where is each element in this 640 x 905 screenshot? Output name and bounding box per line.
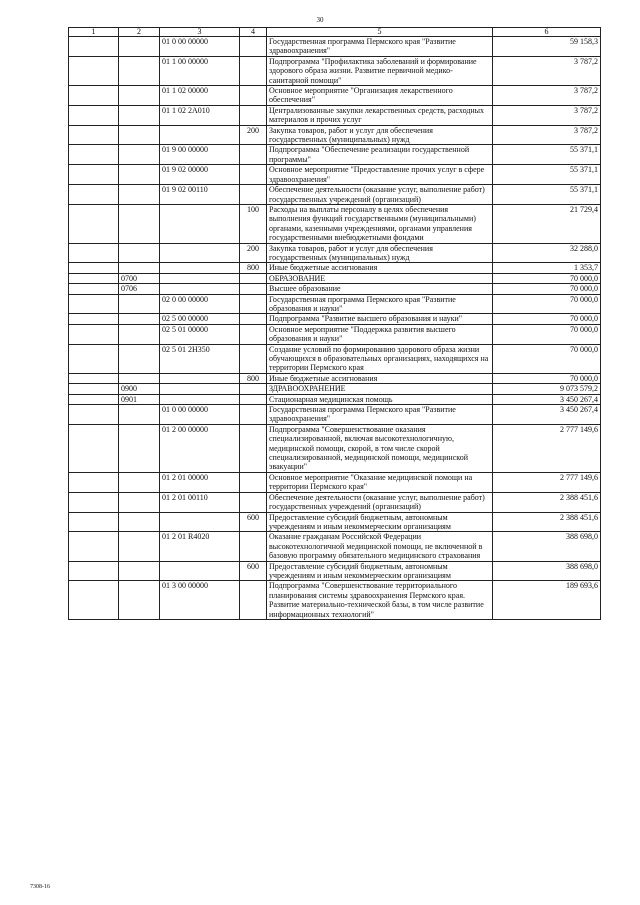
- section-cell: [69, 373, 119, 383]
- amount-cell: 9 073 579,2: [493, 384, 601, 394]
- expense-type-cell: [240, 284, 267, 294]
- column-header: 3: [160, 28, 240, 37]
- amount-cell: 3 450 267,4: [493, 405, 601, 425]
- subsection-cell: [119, 492, 160, 512]
- table-row: [69, 185, 601, 205]
- table-row: [69, 314, 601, 324]
- subsection-cell: [119, 86, 160, 106]
- expense-type-cell: [240, 384, 267, 394]
- section-cell: [69, 394, 119, 404]
- column-header: 1: [69, 28, 119, 37]
- target-code-cell: 01 1 02 2А010: [160, 105, 240, 125]
- target-code-cell: 01 0 00 00000: [160, 37, 240, 57]
- table-row: [69, 204, 601, 243]
- section-cell: [69, 56, 119, 85]
- amount-cell: 2 388 451,6: [493, 512, 601, 532]
- section-cell: [69, 424, 119, 472]
- section-cell: [69, 185, 119, 205]
- target-code-cell: 01 2 00 00000: [160, 424, 240, 472]
- amount-cell: 55 371,1: [493, 185, 601, 205]
- description-cell: Подпрограмма "Развитие высшего образования и науки": [267, 314, 493, 324]
- expense-type-cell: [240, 294, 267, 314]
- subsection-cell: [119, 314, 160, 324]
- subsection-cell: [119, 424, 160, 472]
- section-cell: [69, 37, 119, 57]
- section-cell: [69, 512, 119, 532]
- description-cell: Закупка товаров, работ и услуг для обеспечения государственных (муниципальных) нужд: [267, 243, 493, 263]
- description-cell: Основное мероприятие "Организация лекарственного обеспечения": [267, 86, 493, 106]
- target-code-cell: 01 2 01 R4020: [160, 532, 240, 561]
- description-cell: Предоставление субсидий бюджетным, автономным учреждениям и иным некоммерческим организациям: [267, 561, 493, 581]
- expense-type-cell: 200: [240, 125, 267, 145]
- target-code-cell: 02 0 00 00000: [160, 294, 240, 314]
- target-code-cell: 01 2 01 00110: [160, 492, 240, 512]
- column-header: 5: [267, 28, 493, 37]
- section-cell: [69, 344, 119, 373]
- subsection-cell: [119, 263, 160, 273]
- expense-type-cell: [240, 324, 267, 344]
- section-cell: [69, 324, 119, 344]
- expense-type-cell: [240, 472, 267, 492]
- section-cell: [69, 243, 119, 263]
- subsection-cell: [119, 105, 160, 125]
- description-cell: Расходы на выплаты персоналу в целях обеспечения выполнения функций государственными (муниципальными) органами, казенными учреждениями, органами управления государственными внебюджетными фондами: [267, 204, 493, 243]
- target-code-cell: 01 9 02 00000: [160, 165, 240, 185]
- expense-type-cell: [240, 56, 267, 85]
- section-cell: [69, 263, 119, 273]
- table-row: [69, 294, 601, 314]
- section-cell: [69, 472, 119, 492]
- expense-type-cell: [240, 405, 267, 425]
- description-cell: ЗДРАВООХРАНЕНИЕ: [267, 384, 493, 394]
- table-row: [69, 284, 601, 294]
- expense-type-cell: [240, 492, 267, 512]
- target-code-cell: 01 1 02 00000: [160, 86, 240, 106]
- description-cell: Предоставление субсидий бюджетным, автономным учреждениям и иным некоммерческим организациям: [267, 512, 493, 532]
- amount-cell: 32 288,0: [493, 243, 601, 263]
- section-cell: [69, 284, 119, 294]
- subsection-cell: [119, 512, 160, 532]
- section-cell: [69, 581, 119, 620]
- table-row: [69, 472, 601, 492]
- subsection-cell: [119, 243, 160, 263]
- target-code-cell: [160, 243, 240, 263]
- section-cell: [69, 145, 119, 165]
- subsection-cell: [119, 145, 160, 165]
- section-cell: [69, 86, 119, 106]
- expense-type-cell: [240, 581, 267, 620]
- section-cell: [69, 492, 119, 512]
- description-cell: Создание условий по формированию здорового образа жизни обучающихся в образовательных организациях, находящихся на территории Пермского края: [267, 344, 493, 373]
- amount-cell: 3 450 267,4: [493, 394, 601, 404]
- expense-type-cell: [240, 165, 267, 185]
- amount-cell: 189 693,6: [493, 581, 601, 620]
- subsection-cell: 0900: [119, 384, 160, 394]
- target-code-cell: 02 5 00 00000: [160, 314, 240, 324]
- expense-type-cell: 100: [240, 204, 267, 243]
- section-cell: [69, 384, 119, 394]
- table-row: [69, 492, 601, 512]
- table-row: [69, 384, 601, 394]
- description-cell: Централизованные закупки лекарственных средств, расходных материалов и прочих услуг: [267, 105, 493, 125]
- expense-type-cell: 200: [240, 243, 267, 263]
- amount-cell: 388 698,0: [493, 532, 601, 561]
- section-cell: [69, 532, 119, 561]
- table-row: [69, 263, 601, 273]
- amount-cell: 3 787,2: [493, 105, 601, 125]
- subsection-cell: [119, 37, 160, 57]
- column-header: 6: [493, 28, 601, 37]
- column-header: 4: [240, 28, 267, 37]
- expense-type-cell: [240, 273, 267, 283]
- expense-type-cell: [240, 314, 267, 324]
- amount-cell: 70 000,0: [493, 324, 601, 344]
- subsection-cell: [119, 204, 160, 243]
- expense-type-cell: [240, 424, 267, 472]
- target-code-cell: [160, 204, 240, 243]
- description-cell: Стационарная медицинская помощь: [267, 394, 493, 404]
- table-row: [69, 86, 601, 106]
- subsection-cell: [119, 344, 160, 373]
- amount-cell: 1 353,7: [493, 263, 601, 273]
- target-code-cell: [160, 561, 240, 581]
- subsection-cell: 0901: [119, 394, 160, 404]
- target-code-cell: 02 5 01 00000: [160, 324, 240, 344]
- target-code-cell: 01 1 00 00000: [160, 56, 240, 85]
- amount-cell: 70 000,0: [493, 273, 601, 283]
- target-code-cell: 01 2 01 00000: [160, 472, 240, 492]
- target-code-cell: 01 9 00 00000: [160, 145, 240, 165]
- subsection-cell: [119, 125, 160, 145]
- description-cell: Иные бюджетные ассигнования: [267, 263, 493, 273]
- table-row: [69, 56, 601, 85]
- expense-type-cell: [240, 86, 267, 106]
- amount-cell: 3 787,2: [493, 56, 601, 85]
- target-code-cell: [160, 384, 240, 394]
- expense-type-cell: [240, 532, 267, 561]
- description-cell: Закупка товаров, работ и услуг для обеспечения государственных (муниципальных) нужд: [267, 125, 493, 145]
- subsection-cell: [119, 472, 160, 492]
- target-code-cell: [160, 284, 240, 294]
- amount-cell: 3 787,2: [493, 125, 601, 145]
- amount-cell: 55 371,1: [493, 145, 601, 165]
- description-cell: Обеспечение деятельности (оказание услуг, выполнение работ) государственных учреждений (организаций): [267, 185, 493, 205]
- subsection-cell: [119, 165, 160, 185]
- expense-type-cell: 800: [240, 263, 267, 273]
- subsection-cell: [119, 581, 160, 620]
- table-row: [69, 243, 601, 263]
- expense-type-cell: 600: [240, 561, 267, 581]
- description-cell: Подпрограмма "Обеспечение реализации государственной программы": [267, 145, 493, 165]
- amount-cell: 70 000,0: [493, 373, 601, 383]
- amount-cell: 70 000,0: [493, 314, 601, 324]
- table-row: [69, 145, 601, 165]
- table-row: [69, 561, 601, 581]
- target-code-cell: [160, 373, 240, 383]
- amount-cell: 2 777 149,6: [493, 424, 601, 472]
- target-code-cell: 02 5 01 2Н350: [160, 344, 240, 373]
- target-code-cell: [160, 512, 240, 532]
- expense-type-cell: [240, 145, 267, 165]
- subsection-cell: [119, 373, 160, 383]
- description-cell: Высшее образование: [267, 284, 493, 294]
- table-row: [69, 125, 601, 145]
- description-cell: Государственная программа Пермского края "Развитие образования и науки": [267, 294, 493, 314]
- expense-type-cell: [240, 37, 267, 57]
- target-code-cell: 01 0 00 00000: [160, 405, 240, 425]
- table-row: [69, 344, 601, 373]
- subsection-cell: [119, 561, 160, 581]
- target-code-cell: [160, 394, 240, 404]
- expense-type-cell: [240, 344, 267, 373]
- amount-cell: 388 698,0: [493, 561, 601, 581]
- description-cell: Государственная программа Пермского края "Развитие здравоохранения": [267, 405, 493, 425]
- amount-cell: 70 000,0: [493, 344, 601, 373]
- section-cell: [69, 165, 119, 185]
- target-code-cell: 01 3 00 00000: [160, 581, 240, 620]
- page-number: 30: [316, 16, 324, 24]
- target-code-cell: [160, 273, 240, 283]
- subsection-cell: [119, 405, 160, 425]
- description-cell: Основное мероприятие "Оказание медицинской помощи на территории Пермского края": [267, 472, 493, 492]
- subsection-cell: [119, 324, 160, 344]
- subsection-cell: [119, 294, 160, 314]
- description-cell: Основное мероприятие "Предоставление прочих услуг в сфере здравоохранения": [267, 165, 493, 185]
- budget-table: [68, 27, 601, 620]
- expense-type-cell: [240, 105, 267, 125]
- amount-cell: 59 158,3: [493, 37, 601, 57]
- subsection-cell: [119, 56, 160, 85]
- amount-cell: 55 371,1: [493, 165, 601, 185]
- table-row: [69, 581, 601, 620]
- column-header: 2: [119, 28, 160, 37]
- section-cell: [69, 204, 119, 243]
- description-cell: Обеспечение деятельности (оказание услуг, выполнение работ) государственных учреждений (организаций): [267, 492, 493, 512]
- section-cell: [69, 561, 119, 581]
- target-code-cell: [160, 125, 240, 145]
- description-cell: Подпрограмма "Совершенствование оказания специализированной, включая высокотехнологичную, медицинской помощи, скорой, в том числе скорой специализированной, медицинской помощи, медицинской эвакуации": [267, 424, 493, 472]
- amount-cell: 70 000,0: [493, 284, 601, 294]
- amount-cell: 70 000,0: [493, 294, 601, 314]
- target-code-cell: [160, 263, 240, 273]
- amount-cell: 2 777 149,6: [493, 472, 601, 492]
- section-cell: [69, 105, 119, 125]
- section-cell: [69, 273, 119, 283]
- description-cell: Подпрограмма "Профилактика заболеваний и формирование здорового образа жизни. Развитие первичной медико-санитарной помощи": [267, 56, 493, 85]
- description-cell: Иные бюджетные ассигнования: [267, 373, 493, 383]
- table-row: [69, 105, 601, 125]
- table-row: [69, 512, 601, 532]
- section-cell: [69, 405, 119, 425]
- table-row: [69, 324, 601, 344]
- description-cell: ОБРАЗОВАНИЕ: [267, 273, 493, 283]
- section-cell: [69, 125, 119, 145]
- table-row: [69, 394, 601, 404]
- expense-type-cell: 800: [240, 373, 267, 383]
- table-row: [69, 373, 601, 383]
- amount-cell: 21 729,4: [493, 204, 601, 243]
- table-row: [69, 532, 601, 561]
- description-cell: Подпрограмма "Совершенствование территориального планирования системы здравоохранения Пермского края. Развитие материально-технической базы, в том числе развитие информационных технологий": [267, 581, 493, 620]
- description-cell: Основное мероприятие "Поддержка развития высшего образования и науки": [267, 324, 493, 344]
- table-row: [69, 405, 601, 425]
- table-row: [69, 37, 601, 57]
- expense-type-cell: [240, 394, 267, 404]
- target-code-cell: 01 9 02 00110: [160, 185, 240, 205]
- expense-type-cell: 600: [240, 512, 267, 532]
- table-row: [69, 424, 601, 472]
- subsection-cell: [119, 185, 160, 205]
- description-cell: Оказание гражданам Российской Федерации высокотехнологичной медицинской помощи, не включенной в базовую программу обязательного медицинского страхования: [267, 532, 493, 561]
- footer-code: 7308-16: [30, 884, 50, 890]
- table-row: [69, 165, 601, 185]
- subsection-cell: 0706: [119, 284, 160, 294]
- subsection-cell: [119, 532, 160, 561]
- table-row: [69, 273, 601, 283]
- amount-cell: 2 388 451,6: [493, 492, 601, 512]
- section-cell: [69, 314, 119, 324]
- subsection-cell: 0700: [119, 273, 160, 283]
- table-header-row: [69, 28, 601, 37]
- description-cell: Государственная программа Пермского края "Развитие здравоохранения": [267, 37, 493, 57]
- expense-type-cell: [240, 185, 267, 205]
- amount-cell: 3 787,2: [493, 86, 601, 106]
- section-cell: [69, 294, 119, 314]
